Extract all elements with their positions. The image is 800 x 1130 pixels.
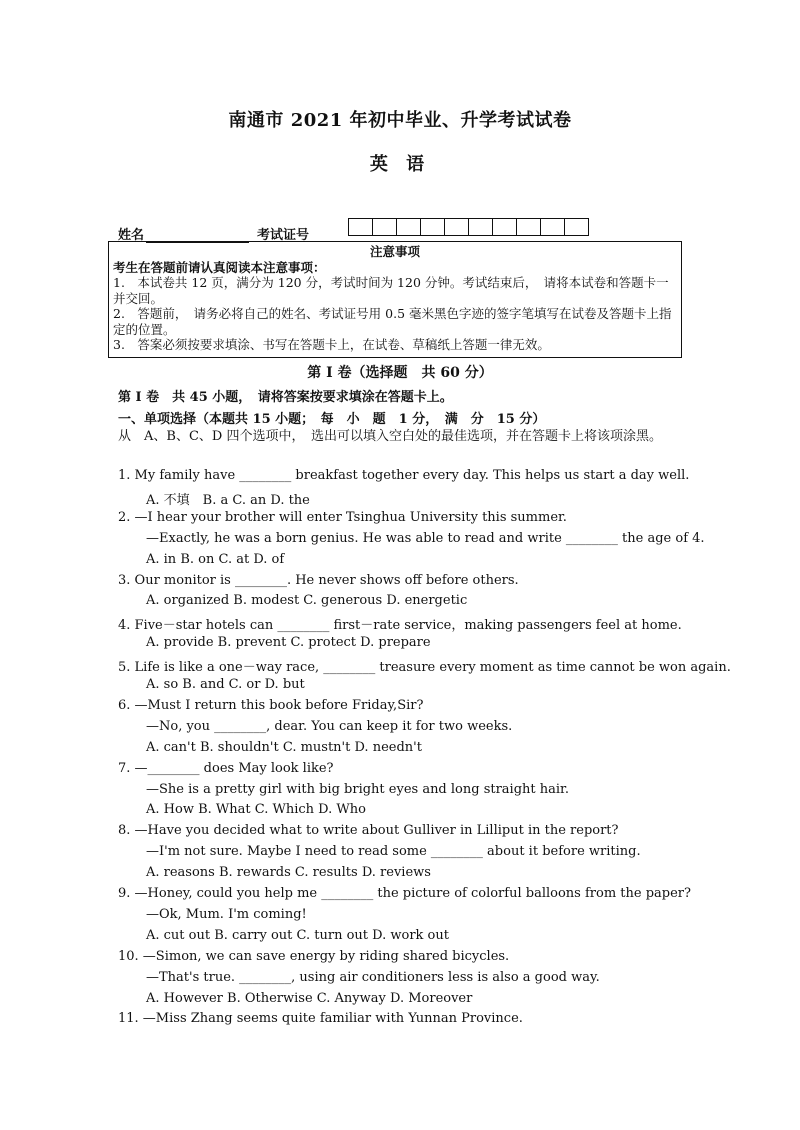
notice-item: 3. 答案必须按要求填涂、书写在答题卡上，在试卷、草稿纸上答题一律无效。 bbox=[113, 337, 550, 352]
question-line-indented: —That's true. ________, using air conditioners less is also a good way. bbox=[146, 969, 600, 985]
notice-item: 2. 答题前， 请务必将自己的姓名、考试证号用 0.5 毫米黑色字迹的签字笔填写在试卷及答题卡上指定的位置。 bbox=[113, 306, 672, 337]
exam-id-digit-box bbox=[493, 219, 517, 235]
exam-id-digit-box bbox=[565, 219, 588, 235]
question-stem: 8. —Have you decided what to write about Gulliver in Lilliput in the report? bbox=[118, 823, 619, 839]
question-stem: 1. My family have ________ breakfast together every day. This helps us start a day well. bbox=[118, 468, 690, 483]
question-line-indented: A. in B. on C. at D. of bbox=[146, 551, 285, 567]
subject-title: 英 语 bbox=[369, 154, 431, 175]
question-stem: 2. —I hear your brother will enter Tsinghua University this summer. bbox=[118, 509, 567, 525]
exam-id-label: 考试证号 bbox=[257, 228, 310, 243]
exam-id-digit-box bbox=[421, 219, 445, 235]
question-stem: 10. —Simon, we can save energy by riding shared bicycles. bbox=[118, 948, 510, 964]
name-label: 姓名 bbox=[118, 228, 145, 243]
notice-title: 注意事项 bbox=[369, 244, 420, 259]
part1-description: 第 I 卷 共 45 小题， 请将答案按要求填涂在答题卡上。 bbox=[118, 390, 453, 405]
exam-id-boxes bbox=[348, 218, 589, 236]
question-stem: 9. —Honey, could you help me ________ the picture of colorful balloons from the paper? bbox=[118, 886, 691, 901]
section-instruction: 从 A、B、C、D 四个选项中， 选出可以填入空白处的最佳选项，并在答题卡上将该项涂黑。 bbox=[118, 429, 662, 444]
question-line-indented: A. can't B. shouldn't C. mustn't D. needn't bbox=[146, 739, 422, 755]
question-stem: 3. Our monitor is ________. He never shows off before others. bbox=[118, 572, 519, 588]
question-line-indented: —Ok, Mum. I'm coming! bbox=[146, 906, 307, 922]
exam-id-digit-box bbox=[445, 219, 469, 235]
question-line-indented: A. reasons B. rewards C. results D. reviews bbox=[146, 865, 431, 881]
question-line-indented: —She is a pretty girl with big bright eyes and long straight hair. bbox=[146, 781, 569, 797]
question-line-indented: A. How B. What C. Which D. Who bbox=[146, 802, 366, 818]
question-stem: 6. —Must I return this book before Friday,Sir? bbox=[118, 697, 424, 713]
exam-id-digit-box bbox=[517, 219, 541, 235]
question-line-indented: A. organized B. modest C. generous D. energetic bbox=[146, 593, 468, 609]
question-line-indented: A. 不填 B. a C. an D. the bbox=[146, 492, 310, 508]
notice-intro: 考生在答题前请认真阅读本注意事项： bbox=[113, 259, 326, 275]
section-title: 一、单项选择（本题共 15 小题； 每 小 题 1 分， 满 分 15 分） bbox=[118, 412, 546, 427]
exam-id-digit-box bbox=[397, 219, 421, 235]
exam-id-digit-box bbox=[469, 219, 493, 235]
question-stem: 5. Life is like a one－way race, ________ treasure every moment as time cannot be won again. bbox=[118, 660, 731, 676]
question-stem: 11. —Miss Zhang seems quite familiar with Yunnan Province. bbox=[118, 1011, 523, 1027]
notice-box bbox=[108, 241, 682, 358]
question-stem: 4. Five－star hotels can ________ first－rate service，making passengers feel at home. bbox=[118, 618, 682, 634]
part1-title: 第 I 卷（选择题 共 60 分） bbox=[307, 365, 493, 381]
question-line-indented: —I'm not sure. Maybe I need to read some ________ about it before writing. bbox=[146, 844, 641, 860]
exam-id-digit-box bbox=[541, 219, 565, 235]
exam-title: 南通市 2021 年初中毕业、升学考试试卷 bbox=[228, 110, 572, 131]
question-line-indented: —Exactly, he was a born genius. He was able to read and write ________ the age of 4. bbox=[146, 530, 705, 546]
exam-id-digit-box bbox=[349, 219, 373, 235]
question-stem: 7. —________ does May look like? bbox=[118, 760, 334, 776]
question-line-indented: A. provide B. prevent C. protect D. prepare bbox=[146, 635, 431, 651]
notice-item: 1. 本试卷共 12 页，满分为 120 分，考试时间为 120 分钟。考试结束后， 请将本试卷和答题卡一并交回。 bbox=[113, 275, 669, 306]
question-line-indented: —No, you ________, dear. You can keep it for two weeks. bbox=[146, 718, 513, 734]
question-line-indented: A. However B. Otherwise C. Anyway D. Moreover bbox=[146, 990, 473, 1006]
exam-id-digit-box bbox=[373, 219, 397, 235]
question-line-indented: A. cut out B. carry out C. turn out D. work out bbox=[146, 927, 449, 943]
question-line-indented: A. so B. and C. or D. but bbox=[146, 677, 305, 692]
